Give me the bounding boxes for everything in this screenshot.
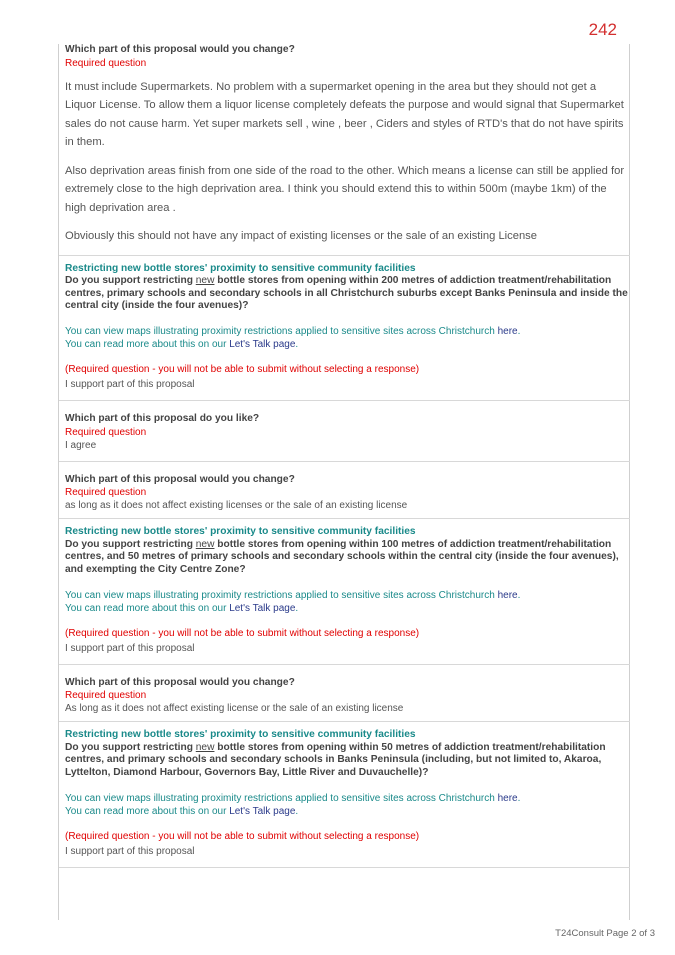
maps-info-line: You can view maps illustrating proximity restrictions applied to sensitive sites across Christchurch here. bbox=[65, 792, 521, 804]
lets-talk-link[interactable]: Let's Talk page bbox=[229, 805, 296, 817]
required-label: Required question bbox=[65, 426, 147, 438]
required-response-warning: (Required question - you will not be able to submit without selecting a response) bbox=[65, 627, 420, 639]
required-label: Required question bbox=[65, 487, 147, 499]
lets-talk-link[interactable]: Let's Talk page bbox=[229, 338, 296, 350]
required-response-warning: (Required question - you will not be able to submit without selecting a response) bbox=[65, 363, 420, 375]
required-label: Required question bbox=[65, 57, 147, 69]
required-response-warning: (Required question - you will not be able to submit without selecting a response) bbox=[65, 830, 420, 842]
answer-paragraph-1: It must include Supermarkets. No problem with a supermarket opening in the area but they should not get a Liquor License. To allow them a liquor license completely defeats the purpose and would signal that Supermarket sales do not cause harm. Yet super markets sell , wine , beer , Ciders and styles of RTD's that do not have spirits in them. bbox=[65, 80, 624, 149]
change-answer: as long as it does not affect existing licenses or the sale of an existing license bbox=[65, 500, 408, 512]
change-answer: As long as it does not affect existing license or the sale of an existing license bbox=[65, 703, 404, 715]
like-answer: I agree bbox=[65, 439, 97, 451]
page-footer: T24Consult Page 2 of 3 bbox=[555, 928, 655, 939]
support-answer: I support part of this proposal bbox=[65, 378, 195, 390]
maps-link[interactable]: here bbox=[497, 792, 518, 804]
divider bbox=[59, 867, 630, 868]
lets-talk-link[interactable]: Let's Talk page bbox=[229, 602, 296, 614]
change-question-heading: Which part of this proposal would you change? bbox=[65, 473, 295, 485]
divider bbox=[59, 461, 630, 462]
divider bbox=[59, 721, 630, 722]
section-title: Restricting new bottle stores' proximity to sensitive community facilities bbox=[65, 526, 416, 538]
section-title: Restricting new bottle stores' proximity to sensitive community facilities bbox=[65, 262, 416, 274]
change-question-heading: Which part of this proposal would you change? bbox=[65, 676, 295, 688]
maps-info-line: You can view maps illustrating proximity restrictions applied to sensitive sites across Christchurch here. bbox=[65, 325, 521, 337]
like-question-heading: Which part of this proposal do you like? bbox=[65, 412, 260, 424]
divider bbox=[59, 518, 630, 519]
read-more-line: You can read more about this on our Let's Talk page. bbox=[65, 805, 299, 817]
section-question: Do you support restricting new bottle stores from opening within 100 metres of addiction treatment/rehabilitation centres, and 50 metres of primary schools and secondary schools within the central city (inside the four avenues), and exempting the City Centre Zone? bbox=[65, 538, 619, 575]
support-answer: I support part of this proposal bbox=[65, 642, 195, 654]
divider bbox=[59, 664, 630, 665]
survey-response-content bbox=[58, 44, 630, 920]
answer-paragraph-3: Obviously this should not have any impact of existing licenses or the sale of an existing License bbox=[65, 230, 537, 243]
read-more-line: You can read more about this on our Let's Talk page. bbox=[65, 338, 299, 350]
page-number: 242 bbox=[588, 20, 617, 39]
change-question-heading: Which part of this proposal would you change? bbox=[65, 44, 295, 55]
maps-link[interactable]: here bbox=[497, 589, 518, 601]
read-more-line: You can read more about this on our Let's Talk page. bbox=[65, 602, 299, 614]
required-label: Required question bbox=[65, 690, 147, 702]
maps-link[interactable]: here bbox=[497, 325, 518, 337]
maps-info-line: You can view maps illustrating proximity restrictions applied to sensitive sites across Christchurch here. bbox=[65, 589, 521, 601]
divider bbox=[59, 255, 630, 256]
section-question: Do you support restricting new bottle stores from opening within 50 metres of addiction treatment/rehabilitation centres, and primary schools and secondary schools in Banks Peninsula (including, but not limited to, Akaroa, Lyttelton, Diamond Harbour, Governors Bay, Little River and Duvauchelle)? bbox=[65, 741, 606, 778]
section-title: Restricting new bottle stores' proximity to sensitive community facilities bbox=[65, 729, 416, 741]
section-question: Do you support restricting new bottle stores from opening within 200 metres of addiction treatment/rehabilitation centres, primary schools and secondary schools in all Christchurch suburbs except Banks Peninsula and inside the central city (inside the four avenues)? bbox=[65, 275, 628, 312]
answer-paragraph-2: Also deprivation areas finish from one side of the road to the other. Which means a license can still be applied for extremely close to the high deprivation area. I think you should extend this to within 500m (maybe 1km) of the high deprivation area . bbox=[65, 164, 625, 214]
support-answer: I support part of this proposal bbox=[65, 845, 195, 857]
divider bbox=[59, 400, 630, 401]
